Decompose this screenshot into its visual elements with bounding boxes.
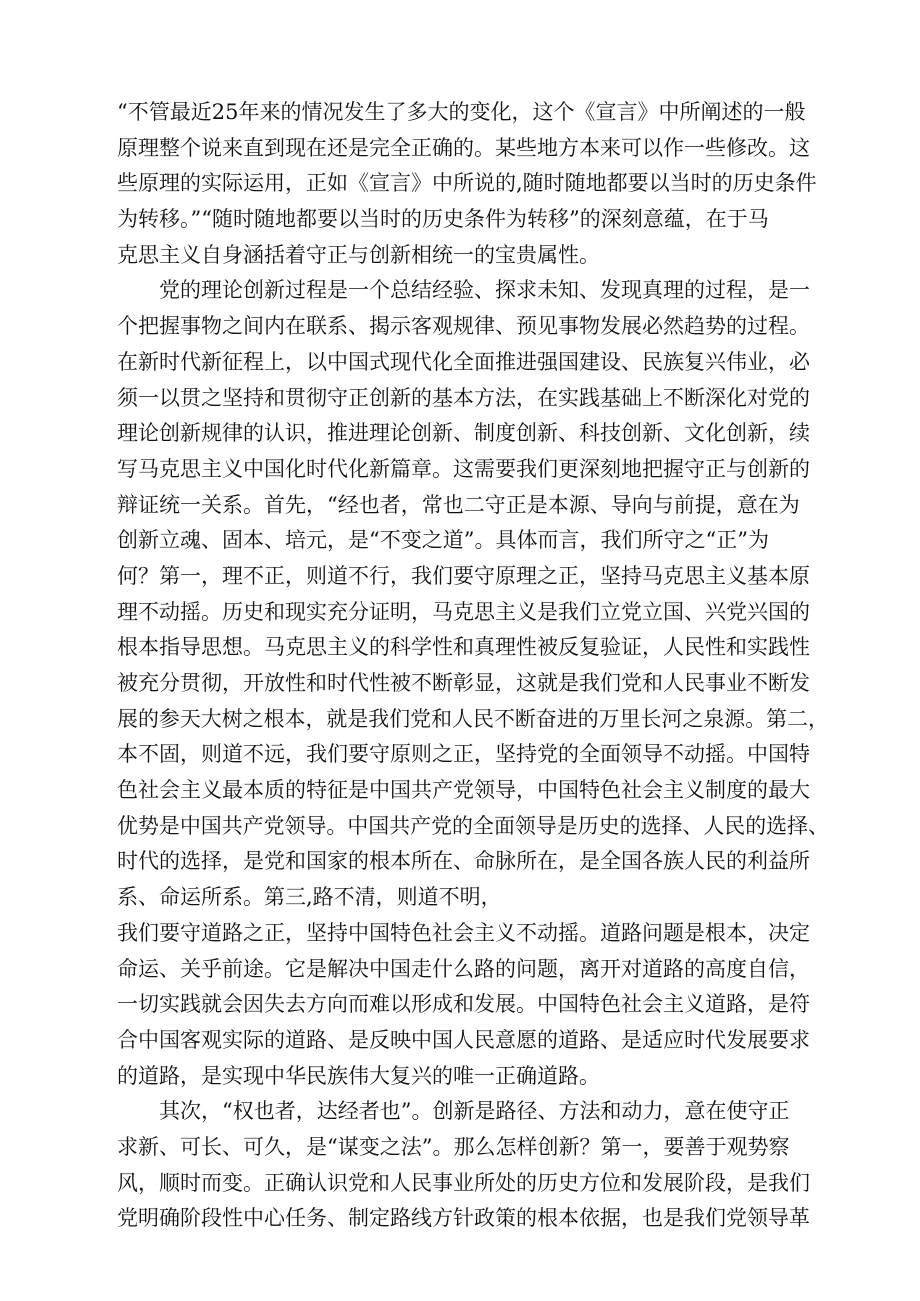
text-line-first: 其次，“权也者，达经者也”。创新是路径、方法和动力，意在使守正 [159, 1099, 790, 1124]
text-line: 根本指导思想。马克思主义的科学性和真理性被反复验证，人民性和实践性 [117, 635, 810, 660]
text-line: 风，顺时而变。正确认识党和人民事业所处的历史方位和发展阶段，是我们 [117, 1170, 810, 1195]
text-line-first: 党的理论创新过程是一个总结经验、探求未知、发现真理的过程，是一 [159, 278, 810, 303]
text-line: 优势是中国共产党领导。中国共产党的全面领导是历史的选择、人民的选择、 [117, 813, 830, 838]
text-line: “不管最近25年来的情况发生了多大的变化，这个《宣言》中所阐述的一般 [117, 100, 806, 124]
text-line: 克思主义自身涵括着守正与创新相统一的宝贵属性。 [117, 242, 600, 267]
text-line: 理不动摇。历史和现实充分证明，马克思主义是我们立党立国、兴党兴国的 [117, 599, 810, 624]
text-line: 党明确阶段性中心任务、制定路线方针政策的根本依据，也是我们党领导革 [117, 1206, 810, 1231]
paragraph-2 [117, 273, 830, 1094]
text-line: 的道路，是实现中华民族伟大复兴的唯一正确道路。 [117, 1063, 600, 1088]
text-line: 被充分贯彻，开放性和时代性被不断彰显，这就是我们党和人民事业不断发 [117, 671, 810, 695]
text-line: 展的参天大树之根本，就是我们党和人民不断奋进的万里长河之泉源。第二， [117, 706, 830, 731]
text-line: 我们要守道路之正，坚持中国特色社会主义不动摇。道路问题是根本，决定 [117, 920, 810, 945]
document-page [117, 95, 830, 1237]
text-line: 创新立魂、固本、培元，是“不变之道”。具体而言，我们所守之“正”为 [117, 528, 769, 553]
text-line: 在新时代新征程上，以中国式现代化全面推进强国建设、民族复兴伟业，必 [117, 349, 810, 374]
text-line: 何？第一，理不正，则道不行，我们要守原理之正，坚持马克思主义基本原 [117, 563, 810, 588]
text-line: 写马克思主义中国化时代化新篇章。这需要我们更深刻地把握守正与创新的 [117, 456, 810, 481]
text-line: 原理整个说来直到现在还是完全正确的。某些地方本来可以作一些修改。这 [117, 135, 810, 160]
text-line: 本不固，则道不远，我们要守原则之正，坚持党的全面领导不动摇。中国特 [117, 742, 810, 767]
text-line: 理论创新规律的认识，推进理论创新、制度创新、科技创新、文化创新，续 [117, 421, 810, 446]
text-line: 求新、可长、可久，是“谋变之法”。那么怎样创新？第一，要善于观势察 [117, 1134, 790, 1159]
paragraph-3 [117, 1094, 827, 1237]
paragraph-1 [117, 95, 827, 273]
text-line: 辩证统一关系。首先，“经也者，常也二守正是本源、导向与前提，意在为 [117, 492, 800, 517]
text-line: 命运、关乎前途。它是解决中国走什么路的问题，离开对道路的高度自信， [117, 956, 810, 981]
text-line: 须一以贯之坚持和贯彻守正创新的基本方法，在实践基础上不断深化对党的 [117, 385, 810, 410]
text-line: 一切实践就会因失去方向而难以形成和发展。中国特色社会主义道路，是符 [117, 992, 810, 1017]
text-line: 系、命运所系。第三,路不清，则道不明， [117, 885, 502, 910]
text-line: 时代的选择，是党和国家的根本所在、命脉所在，是全国各族人民的利益所 [117, 849, 810, 874]
text-line: 合中国客观实际的道路、是反映中国人民意愿的道路、是适应时代发展要求 [117, 1027, 810, 1052]
text-line: 色社会主义最本质的特征是中国共产党领导，中国特色社会主义制度的最大 [117, 778, 810, 803]
text-line: 为转移。”“随时随地都要以当时的历史条件为转移”的深刻意蕴，在于马 [117, 207, 769, 232]
text-line: 个把握事物之间内在联系、揭示客观规律、预见事物发展必然趋势的过程。 [117, 314, 810, 339]
text-line: 些原理的实际运用，正如《宣言》中所说的,随时随地都要以当时的历史条件 [117, 171, 817, 196]
